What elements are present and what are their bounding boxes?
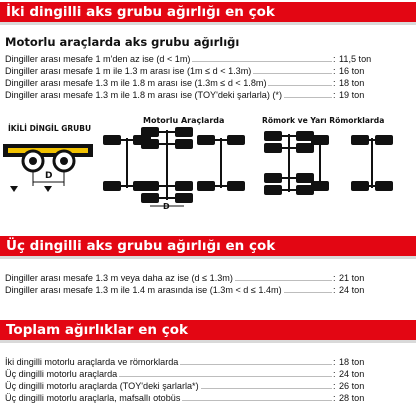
row-separator: : xyxy=(333,381,336,391)
dimension-label: D xyxy=(45,171,53,181)
arrow-down-icon xyxy=(10,186,18,192)
list-item xyxy=(5,356,410,368)
row-label: Dingiller arası mesafe 1 m'den az ise (d < 1m) xyxy=(5,54,191,64)
diagram-mid-title: Motorlu Araçlarda xyxy=(143,116,225,125)
list-item xyxy=(5,65,410,77)
divider xyxy=(0,256,416,259)
section-title: İki dingilli aks grubu ağırlığı en çok xyxy=(6,4,275,20)
axle-layout-3 xyxy=(197,135,245,191)
row-label: Üç dingilli motorlu araçlarla, mafsallı otobüs xyxy=(5,393,181,403)
list-item xyxy=(5,272,410,284)
row-label: Dingiller arası mesafe 1.3 m ile 1.4 m arasında ise (1.3m < d ≤ 1.4m) xyxy=(5,285,282,295)
wheel-icon xyxy=(54,151,74,171)
row-label: Dingiller arası mesafe 1.3 m veya daha az ise (d ≤ 1.3m) xyxy=(5,273,233,283)
row-label: Dingiller arası mesafe 1 m ile 1.3 m arası ise (1m ≤ d < 1.3m) xyxy=(5,66,252,76)
diagram-right-title: Römork ve Yarı Römorklarda xyxy=(262,116,385,125)
list-item xyxy=(5,380,410,392)
yellow-beam xyxy=(8,148,88,153)
row-separator: : xyxy=(333,90,336,100)
row-separator: : xyxy=(333,369,336,379)
trailer-axle-layout-2 xyxy=(311,135,329,191)
row-value: 18 ton xyxy=(339,78,365,88)
row-separator: : xyxy=(333,393,336,403)
section-banner-toplam xyxy=(0,320,416,340)
section-title: Toplam ağırlıklar en çok xyxy=(6,322,188,338)
row-value: 24 ton xyxy=(339,285,365,295)
row-label: Üç dingilli motorlu araçlarda (TOY'deki şarlarla*) xyxy=(5,381,199,391)
list-item xyxy=(5,368,410,380)
list-item xyxy=(5,53,410,65)
row-separator: : xyxy=(333,54,336,64)
row-label: Dingiller arası mesafe 1.3 m ile 1.8 m arası ise (1.3m ≤ d < 1.8m) xyxy=(5,78,267,88)
wheel-icon xyxy=(23,151,43,171)
list-item xyxy=(5,89,410,101)
section-subtitle: Motorlu araçlarda aks grubu ağırlığı xyxy=(5,35,240,49)
list-item xyxy=(5,77,410,89)
divider xyxy=(0,340,416,343)
row-value: 24 ton xyxy=(339,369,365,379)
row-value: 26 ton xyxy=(339,381,365,391)
trailer-axle-layout-3 xyxy=(351,135,393,191)
row-separator: : xyxy=(333,273,336,283)
divider xyxy=(0,22,416,25)
row-value: 28 ton xyxy=(339,393,365,403)
trailer-axle-layout-1 xyxy=(264,131,314,195)
arrow-down-icon xyxy=(44,186,52,192)
section-banner-iki-dingilli xyxy=(0,2,416,22)
row-separator: : xyxy=(333,78,336,88)
row-label: Dingiller arası mesafe 1.3 m ile 1.8 m arası ise (TOY'deki şarlarla) (*) xyxy=(5,90,282,100)
dimension-label: D xyxy=(163,202,170,211)
section-banner-uc-dingilli xyxy=(0,236,416,256)
row-value: 11,5 ton xyxy=(339,54,372,64)
axle-group-diagram xyxy=(0,108,416,220)
row-label: İki dingilli motorlu araçlarda ve römorklarda xyxy=(5,357,179,367)
row-value: 16 ton xyxy=(339,66,365,76)
row-separator: : xyxy=(333,66,336,76)
diagram-left-title: İKİLİ DİNGİL GRUBU xyxy=(8,124,92,133)
row-value: 18 ton xyxy=(339,357,365,367)
list-item xyxy=(5,392,410,404)
section-title: Üç dingilli aks grubu ağırlığı en çok xyxy=(6,238,276,254)
row-value: 19 ton xyxy=(339,90,365,100)
row-label: Üç dingilli motorlu araçlarda xyxy=(5,369,118,379)
row-separator: : xyxy=(333,285,336,295)
row-value: 21 ton xyxy=(339,273,365,283)
row-separator: : xyxy=(333,357,336,367)
list-item xyxy=(5,284,410,296)
